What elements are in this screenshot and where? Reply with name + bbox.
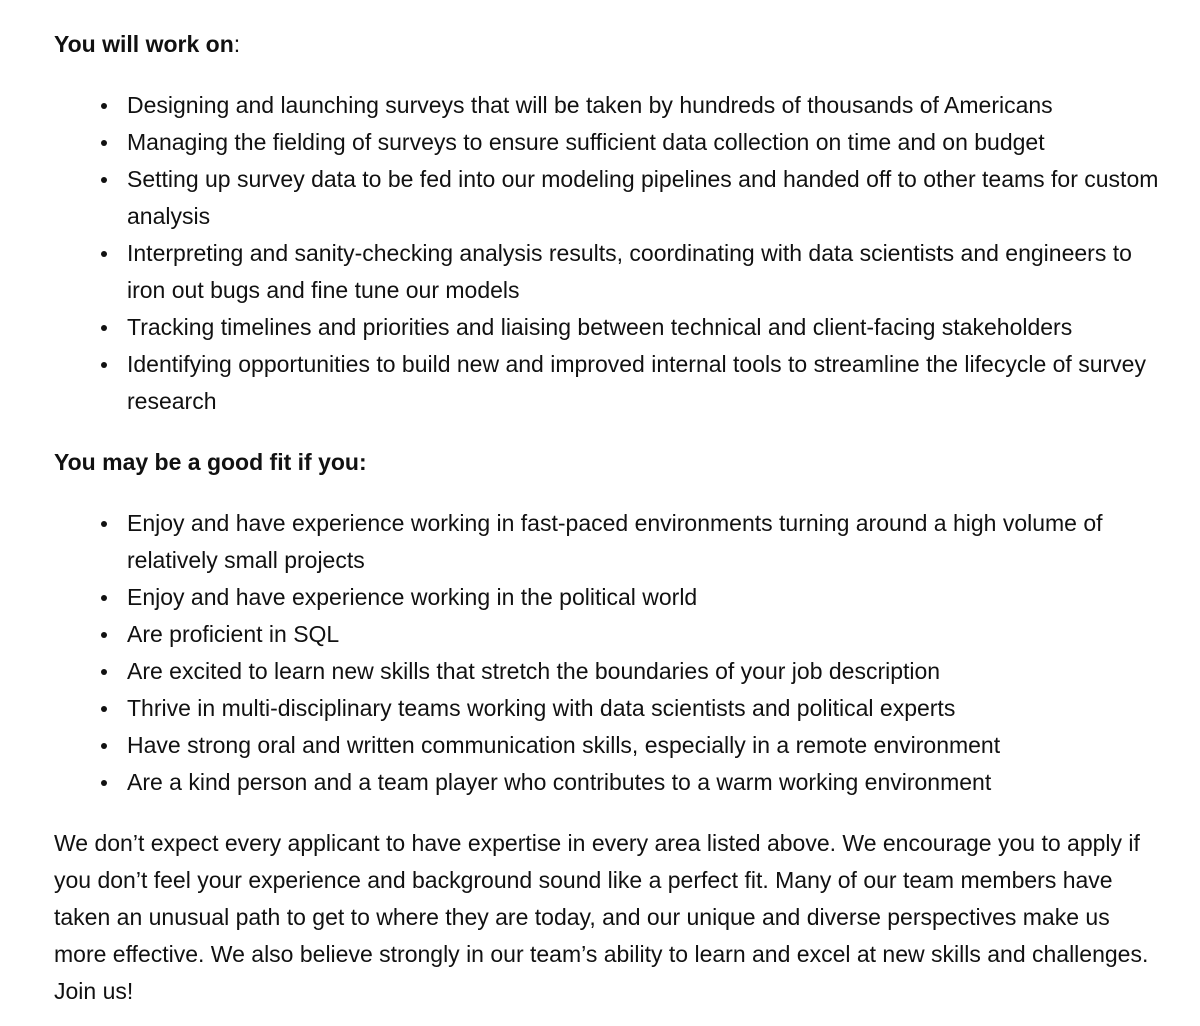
closing-paragraph: We don’t expect every applicant to have expertise in every area listed above. We encourage you to apply if you don’t feel your experience and background sound like a perfect fit. Many of our team members have taken an unusual path to get to where they are today, and our unique and diverse perspectives make us more effective. We also believe strongly in our team’s ability to learn and excel at new skills and challenges. Join us! (54, 830, 1149, 1004)
list-item: Are proficient in SQL (127, 616, 1164, 653)
list-item: Enjoy and have experience working in fast-paced environments turning around a high volume of relatively small projects (127, 505, 1164, 579)
list-item: Tracking timelines and priorities and liaising between technical and client-facing stakeholders (127, 309, 1164, 346)
fit-section-heading (54, 444, 1164, 481)
fit-section-heading-text: You may be a good fit if you: (54, 449, 367, 475)
list-item: Managing the fielding of surveys to ensure sufficient data collection on time and on budget (127, 124, 1164, 161)
list-item: Interpreting and sanity-checking analysis results, coordinating with data scientists and engineers to iron out bugs and fine tune our models (127, 235, 1164, 309)
list-item: Setting up survey data to be fed into our modeling pipelines and handed off to other teams for custom analysis (127, 161, 1164, 235)
list-item: Are excited to learn new skills that stretch the boundaries of your job description (127, 653, 1164, 690)
work-section-heading-colon: : (233, 31, 241, 57)
fit-list (54, 505, 1164, 801)
list-item: Are a kind person and a team player who contributes to a warm working environment (127, 764, 1164, 801)
list-item: Enjoy and have experience working in the political world (127, 579, 1164, 616)
work-section-heading (54, 26, 1164, 63)
job-description (54, 26, 1164, 1010)
list-item: Designing and launching surveys that will be taken by hundreds of thousands of Americans (127, 87, 1164, 124)
work-section-heading-text: You will work on (54, 31, 234, 57)
list-item: Identifying opportunities to build new and improved internal tools to streamline the lifecycle of survey research (127, 346, 1164, 420)
work-list (54, 87, 1164, 420)
list-item: Have strong oral and written communication skills, especially in a remote environment (127, 727, 1164, 764)
list-item: Thrive in multi-disciplinary teams working with data scientists and political experts (127, 690, 1164, 727)
